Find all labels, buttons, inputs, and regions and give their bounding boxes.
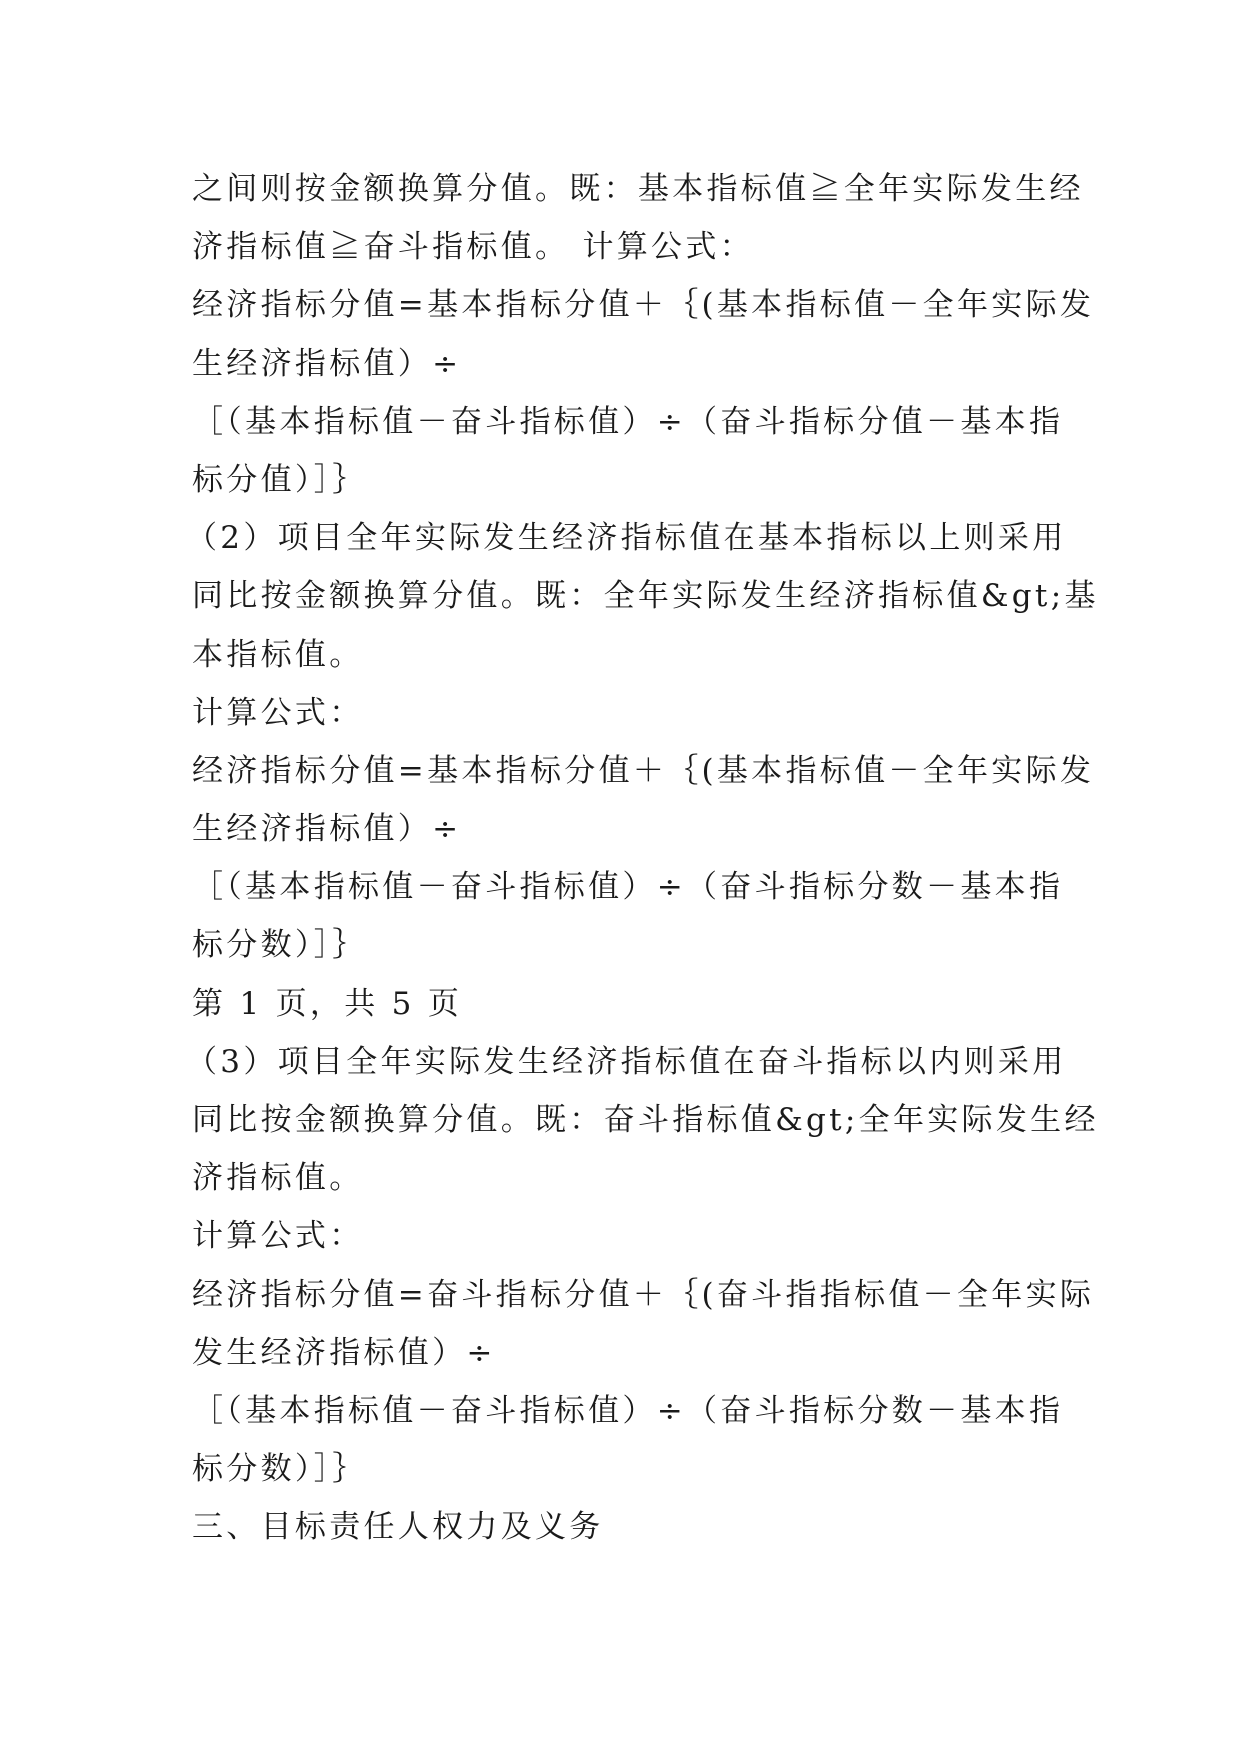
formula-line: 经济指标分值=奋斗指标分值＋｛(奋斗指指标值－全年实际	[192, 1276, 1095, 1313]
formula-line: 经济指标分值=基本指标分值＋｛(基本指标值－全年实际发	[192, 752, 1095, 789]
text-line: 济指标值≧奋斗指标值。 计算公式：	[192, 229, 754, 266]
text-line: （3）项目全年实际发生经济指标值在奋斗指标以内则采用	[186, 1043, 1067, 1080]
section-heading: 三、目标责任人权力及义务	[192, 1509, 604, 1546]
text-line: 同比按金额换算分值。既：全年实际发生经济指标值&gt;基	[192, 578, 1099, 615]
text-line: （2）项目全年实际发生经济指标值在基本指标以上则采用	[186, 520, 1067, 557]
formula-heading: 计算公式：	[192, 694, 364, 731]
document-body	[186, 160, 1099, 1557]
formula-line: 经济指标分值=基本指标分值＋｛(基本指标值－全年实际发	[192, 287, 1095, 324]
formula-line: ［（基本指标值－奋斗指标值）÷（奋斗指标分值－基本指	[192, 403, 1064, 440]
formula-line: 标分数）］｝	[192, 927, 367, 964]
formula-line: 生经济指标值）÷	[192, 345, 462, 382]
formula-heading: 计算公式：	[192, 1218, 364, 1255]
formula-line: ［（基本指标值－奋斗指标值）÷（奋斗指标分数－基本指	[192, 869, 1064, 906]
text-line: 之间则按金额换算分值。既：基本指标值≧全年实际发生经	[192, 171, 1084, 207]
text-line: 本指标值。	[192, 636, 364, 673]
page-number: 第 1 页，共 5 页	[192, 985, 463, 1022]
formula-line: 生经济指标值）÷	[192, 811, 462, 848]
formula-line: 标分数）］｝	[192, 1451, 367, 1488]
text-line: 济指标值。	[192, 1160, 364, 1197]
formula-line: 标分值）］｝	[192, 461, 367, 498]
formula-line: 发生经济指标值）÷	[192, 1334, 496, 1371]
text-line: 同比按金额换算分值。既：奋斗指标值&gt;全年实际发生经	[192, 1102, 1099, 1138]
formula-line: ［（基本指标值－奋斗指标值）÷（奋斗指标分数－基本指	[192, 1392, 1064, 1429]
